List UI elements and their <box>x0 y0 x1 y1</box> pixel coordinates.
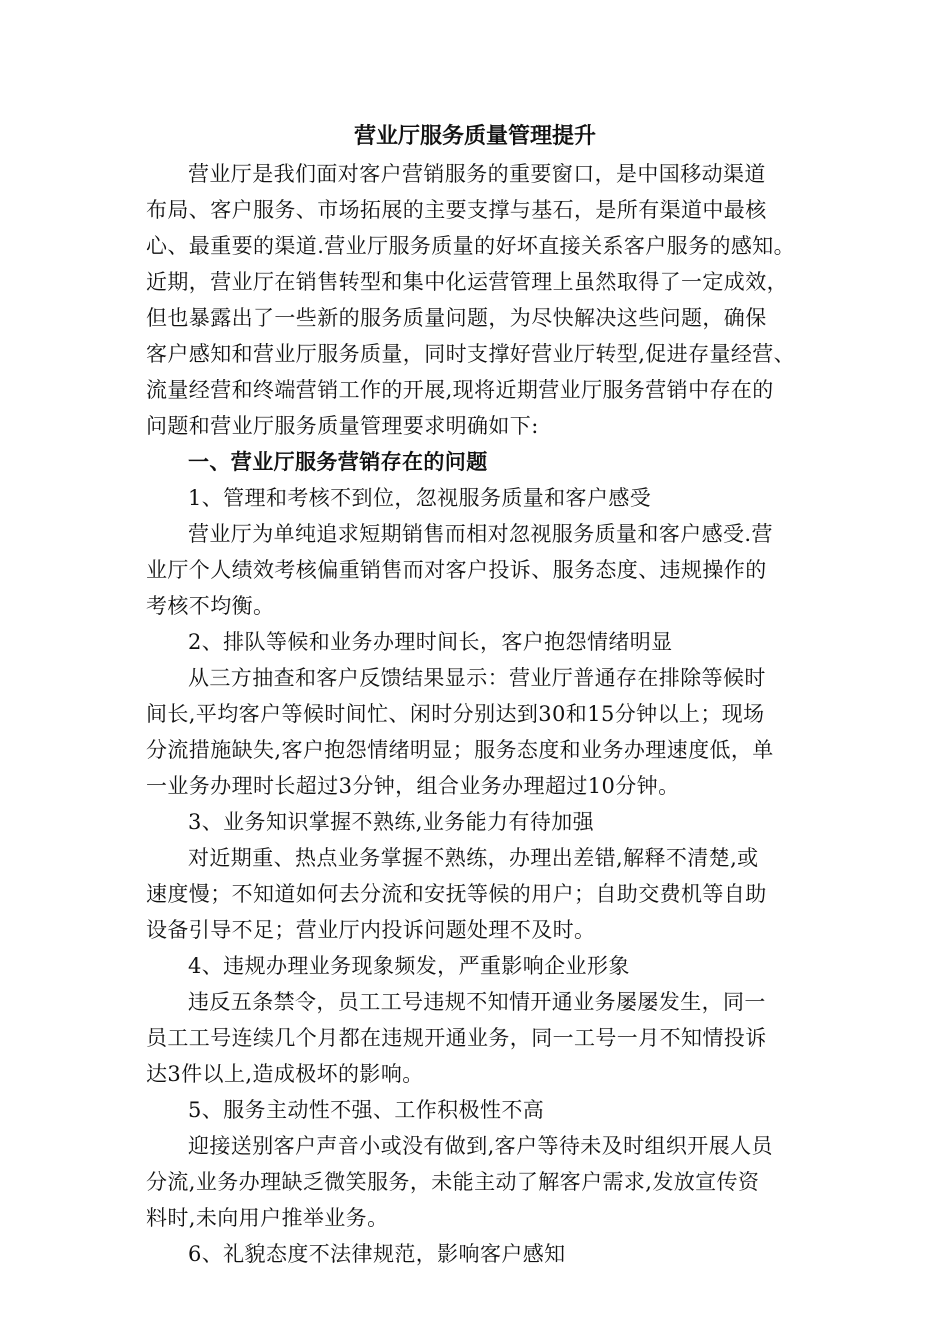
subheading: 3、业务知识掌握不熟练,业务能力有待加强 <box>188 810 595 834</box>
paragraph-line: 迎接送别客户声音小或没有做到,客户等待未及时组织开展人员 <box>188 1134 773 1158</box>
paragraph-line: 料时,未向用户推举业务。 <box>146 1206 389 1230</box>
paragraph-line: 客户感知和营业厅服务质量，同时支撑好营业厅转型,促进存量经营、 <box>146 342 796 366</box>
paragraph-line: 速度慢；不知道如何去分流和安抚等候的用户；自助交费机等自助 <box>146 882 767 906</box>
paragraph-line: 违反五条禁令，员工工号违规不知情开通业务屡屡发生，同一 <box>188 990 766 1014</box>
paragraph-line: 从三方抽查和客户反馈结果显示：营业厅普通存在排除等候时 <box>188 666 766 690</box>
subheading: 4、违规办理业务现象频发，严重影响企业形象 <box>188 954 630 978</box>
paragraph-line: 但也暴露出了一些新的服务质量问题，为尽快解决这些问题，确保 <box>146 306 767 330</box>
paragraph-line: 问题和营业厅服务质量管理要求明确如下: <box>146 414 539 438</box>
paragraph-line: 业厅个人绩效考核偏重销售而对客户投诉、服务态度、违规操作的 <box>146 558 767 582</box>
paragraph-line: 心、最重要的渠道.营业厅服务质量的好坏直接关系客户服务的感知。 <box>146 234 796 258</box>
paragraph-line: 分流措施缺失,客户抱怨情绪明显；服务态度和业务办理速度低，单 <box>146 738 774 762</box>
paragraph-line: 营业厅是我们面对客户营销服务的重要窗口，是中国移动渠道 <box>188 162 766 186</box>
subheading: 6、礼貌态度不法律规范，影响客户感知 <box>188 1242 566 1266</box>
document-title: 营业厅服务质量管理提升 <box>353 123 596 149</box>
paragraph-line: 设备引导不足；营业厅内投诉问题处理不及时。 <box>146 918 596 942</box>
paragraph-line: 分流,业务办理缺乏微笑服务，未能主动了解客户需求,发放宣传资 <box>146 1170 760 1194</box>
paragraph-line: 间长,平均客户等候时间忙、闲时分别达到30和15分钟以上；现场 <box>146 702 765 726</box>
paragraph-line: 员工工号连续几个月都在违规开通业务，同一工号一月不知情投诉 <box>146 1026 767 1050</box>
paragraph-line: 营业厅为单纯追求短期销售而相对忽视服务质量和客户感受.营 <box>188 522 773 546</box>
paragraph-line: 达3件以上,造成极坏的影响。 <box>146 1062 424 1086</box>
paragraph-line: 布局、客户服务、市场拓展的主要支撑与基石，是所有渠道中最核 <box>146 198 767 222</box>
paragraph-line: 流量经营和终端营销工作的开展,现将近期营业厅服务营销中存在的 <box>146 378 774 402</box>
section-heading: 一、营业厅服务营销存在的问题 <box>188 449 488 474</box>
subheading: 1、管理和考核不到位，忽视服务质量和客户感受 <box>188 486 652 510</box>
subheading: 2、排队等候和业务办理时间长，客户抱怨情绪明显 <box>188 630 673 654</box>
paragraph-line: 近期，营业厅在销售转型和集中化运营管理上虽然取得了一定成效， <box>146 270 788 294</box>
paragraph-line: 考核不均衡。 <box>146 594 275 618</box>
paragraph-line: 一业务办理时长超过3分钟，组合业务办理超过10分钟。 <box>146 774 680 798</box>
paragraph-line: 对近期重、热点业务掌握不熟练，办理出差错,解释不清楚,或 <box>188 846 759 870</box>
subheading: 5、服务主动性不强、工作积极性不高 <box>188 1098 545 1122</box>
